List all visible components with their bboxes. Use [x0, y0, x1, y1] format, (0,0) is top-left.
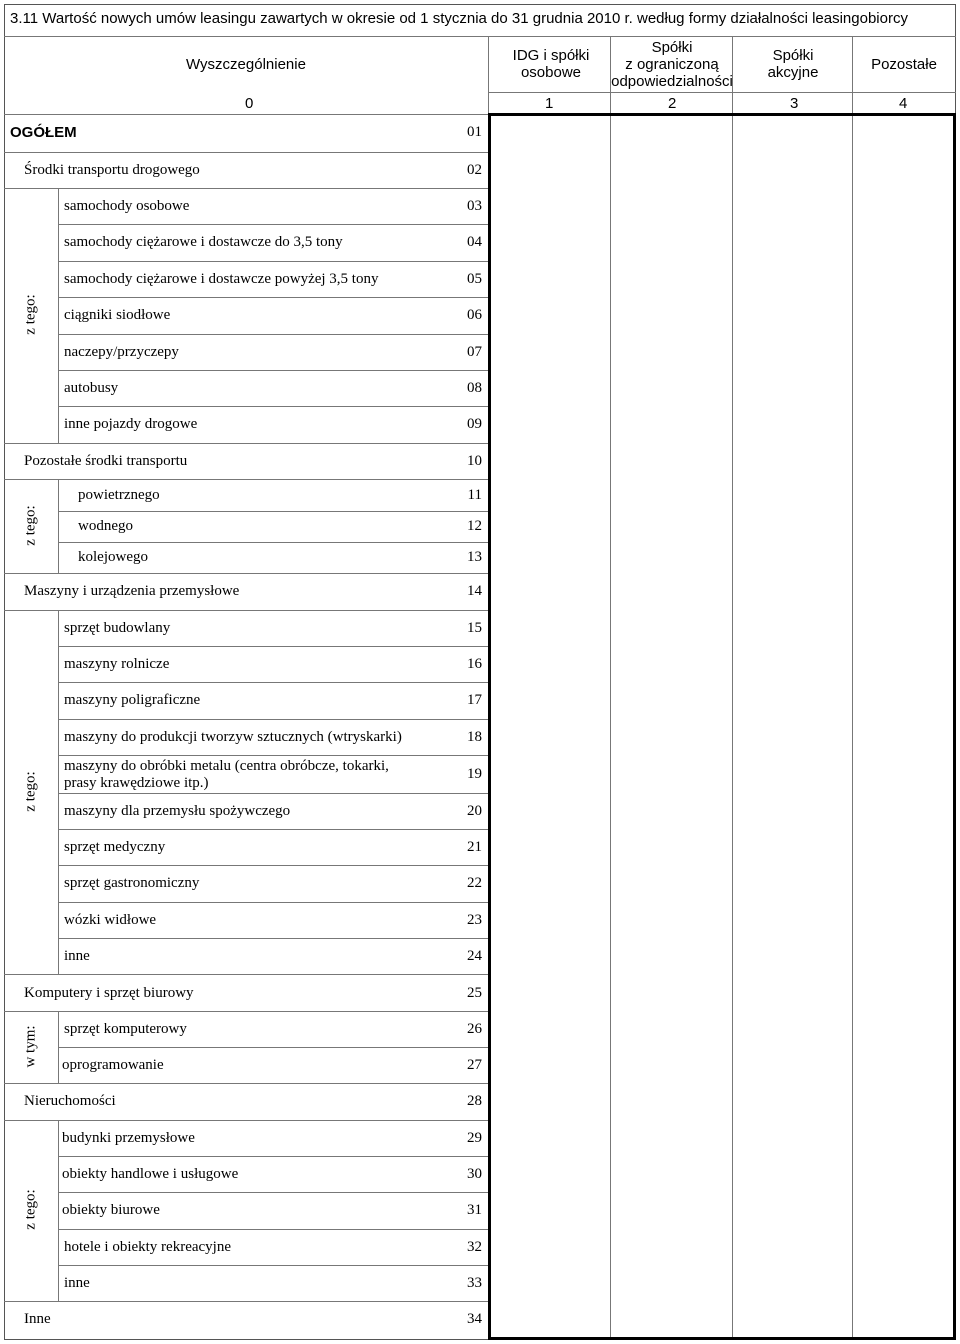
row-num-11: 11 — [467, 487, 482, 503]
row-num-30: 30 — [467, 1166, 482, 1182]
row-line — [58, 719, 488, 720]
row-num-31: 31 — [467, 1202, 482, 1218]
row-label-15: sprzęt budowlany — [64, 620, 171, 636]
row-label-33: inne — [64, 1275, 90, 1291]
row-line — [58, 542, 488, 543]
row-line — [58, 511, 488, 512]
row-num-27: 27 — [467, 1057, 482, 1073]
row-line — [58, 682, 488, 683]
row-label-17: maszyny poligraficzne — [64, 692, 201, 708]
row-num-10: 10 — [467, 453, 482, 469]
row-num-12: 12 — [467, 518, 482, 534]
row-line — [58, 1265, 488, 1266]
header-col-4: Pozostałe — [871, 55, 937, 73]
row-num-15: 15 — [467, 620, 482, 636]
row-num-01: 01 — [467, 124, 482, 140]
row-num-03: 03 — [467, 198, 482, 214]
row-line — [4, 1011, 488, 1012]
row-line — [4, 443, 488, 444]
row-line — [4, 1120, 488, 1121]
row-label-06: ciągniki siodłowe — [64, 307, 171, 323]
row-label-10: Pozostałe środki transportu — [24, 453, 188, 469]
row-line — [58, 865, 488, 866]
header-col-3-line2: akcyjne — [767, 64, 819, 81]
row-line — [58, 297, 488, 298]
row-line — [58, 406, 488, 407]
row-num-20: 20 — [467, 803, 482, 819]
row-num-06: 06 — [467, 307, 482, 323]
row-label-01: OGÓŁEM — [10, 124, 77, 141]
row-label-19 — [64, 758, 454, 792]
row-num-26: 26 — [467, 1021, 482, 1037]
row-num-05: 05 — [467, 271, 482, 287]
data-frame-top — [488, 113, 956, 116]
row-num-32: 32 — [467, 1239, 482, 1255]
row-line — [4, 152, 488, 153]
group-label-z-tego-3: z tego: — [22, 771, 39, 812]
row-label-07: naczepy/przyczepy — [64, 344, 179, 360]
row-num-21: 21 — [467, 839, 482, 855]
header-description: Wyszczególnienie — [186, 55, 306, 73]
table-title: 3.11 Wartość nowych umów leasingu zawartych w okresie od 1 stycznia do 31 grudnia 2010 r. według formy działalności leasingobiorcy — [10, 10, 908, 27]
row-label-34: Inne — [24, 1311, 51, 1327]
col-num-2: 2 — [668, 95, 677, 112]
row-line — [58, 938, 488, 939]
row-line — [4, 610, 488, 611]
row-num-28: 28 — [467, 1093, 482, 1109]
row-line — [58, 224, 488, 225]
row-label-03: samochody osobowe — [64, 198, 190, 214]
row-line — [58, 261, 488, 262]
row-num-08: 08 — [467, 380, 482, 396]
col-line-1 — [610, 36, 611, 1340]
row-line — [4, 479, 488, 480]
group-label-z-tego-1: z tego: — [22, 294, 39, 335]
row-num-13: 13 — [467, 549, 482, 565]
group-line — [58, 479, 59, 573]
row-label-19-line1: maszyny do obróbki metalu (centra obróbcze, tokarki, — [64, 758, 389, 774]
row-num-14: 14 — [467, 583, 482, 599]
header-col-1-line2: osobowe — [520, 64, 582, 81]
group-label-w-tym: w tym: — [22, 1025, 39, 1068]
row-label-04: samochody ciężarowe i dostawcze do 3,5 tony — [64, 234, 343, 250]
row-label-28: Nieruchomości — [24, 1093, 116, 1109]
group-label-z-tego-4: z tego: — [22, 1189, 39, 1230]
group-line — [58, 188, 59, 443]
row-line — [58, 793, 488, 794]
row-label-30: obiekty handlowe i usługowe — [62, 1166, 239, 1182]
header-col-2-line1: Spółki — [651, 38, 693, 56]
row-label-13: kolejowego — [78, 549, 148, 565]
row-num-33: 33 — [467, 1275, 482, 1291]
row-label-26: sprzęt komputerowy — [64, 1021, 187, 1037]
row-label-32: hotele i obiekty rekreacyjne — [64, 1239, 232, 1255]
header-divider — [488, 92, 956, 93]
row-num-23: 23 — [467, 912, 482, 928]
row-line — [4, 188, 488, 189]
row-label-20: maszyny dla przemysłu spożywczego — [64, 803, 291, 819]
row-label-05: samochody ciężarowe i dostawcze powyżej 3,5 tony — [64, 271, 379, 287]
row-num-02: 02 — [467, 162, 482, 178]
row-label-24: inne — [64, 948, 90, 964]
row-line — [58, 646, 488, 647]
row-label-11: powietrznego — [78, 487, 160, 503]
col-num-4: 4 — [899, 95, 908, 112]
row-label-16: maszyny rolnicze — [64, 656, 170, 672]
row-num-19: 19 — [467, 766, 482, 782]
header-col-2-line2: z ograniczoną — [625, 55, 719, 73]
row-num-24: 24 — [467, 948, 482, 964]
row-label-22: sprzęt gastronomiczny — [64, 875, 200, 891]
row-line — [4, 573, 488, 574]
row-num-09: 09 — [467, 416, 482, 432]
col-num-0: 0 — [245, 95, 254, 112]
row-line — [58, 902, 488, 903]
row-line — [4, 1083, 488, 1084]
row-line — [4, 974, 488, 975]
row-label-18: maszyny do produkcji tworzyw sztucznych (wtryskarki) — [64, 729, 402, 745]
row-num-07: 07 — [467, 344, 482, 360]
row-label-02: Środki transportu drogowego — [24, 162, 200, 178]
row-line — [58, 1192, 488, 1193]
row-num-29: 29 — [467, 1130, 482, 1146]
group-label-z-tego-2: z tego: — [22, 505, 39, 546]
row-line — [58, 1156, 488, 1157]
row-label-12: wodnego — [78, 518, 133, 534]
row-num-18: 18 — [467, 729, 482, 745]
row-num-22: 22 — [467, 875, 482, 891]
col-line-2 — [732, 36, 733, 1340]
data-frame-right — [953, 113, 956, 1340]
header-col-3 — [734, 36, 852, 92]
row-num-16: 16 — [467, 656, 482, 672]
header-col-2 — [612, 36, 732, 92]
col-num-1: 1 — [545, 95, 554, 112]
row-line — [4, 1301, 488, 1302]
header-col-1-line1: IDG i spółki — [512, 47, 590, 64]
data-frame-bottom — [488, 1337, 956, 1340]
row-num-04: 04 — [467, 234, 482, 250]
row-label-29: budynki przemysłowe — [62, 1130, 195, 1146]
header-col-3-line1: Spółki — [772, 47, 814, 64]
header-col-2-line3: odpowiedzialności — [611, 72, 733, 90]
group-line — [58, 1011, 59, 1083]
col-line-3 — [852, 36, 853, 1340]
row-line — [58, 1047, 488, 1048]
col-num-3: 3 — [790, 95, 799, 112]
col-line-0 — [488, 36, 489, 114]
data-frame-left — [488, 113, 491, 1340]
row-line — [58, 755, 488, 756]
row-label-08: autobusy — [64, 380, 119, 396]
group-line — [58, 610, 59, 974]
row-label-23: wózki widłowe — [64, 912, 157, 928]
row-label-14: Maszyny i urządzenia przemysłowe — [24, 583, 240, 599]
row-line — [58, 370, 488, 371]
row-label-25: Komputery i sprzęt biurowy — [24, 985, 194, 1001]
row-label-31: obiekty biurowe — [62, 1202, 160, 1218]
row-label-21: sprzęt medyczny — [64, 839, 166, 855]
row-line — [58, 1229, 488, 1230]
group-line — [58, 1120, 59, 1301]
row-num-17: 17 — [467, 692, 482, 708]
header-bottom-line — [4, 114, 492, 115]
row-label-09: inne pojazdy drogowe — [64, 416, 198, 432]
row-num-34: 34 — [467, 1311, 482, 1327]
row-label-19-line2: prasy krawędziowe itp.) — [64, 775, 209, 791]
row-num-25: 25 — [467, 985, 482, 1001]
row-label-27: oprogramowanie — [62, 1057, 164, 1073]
header-col-1 — [492, 36, 610, 92]
row-line — [58, 334, 488, 335]
row-line — [58, 829, 488, 830]
